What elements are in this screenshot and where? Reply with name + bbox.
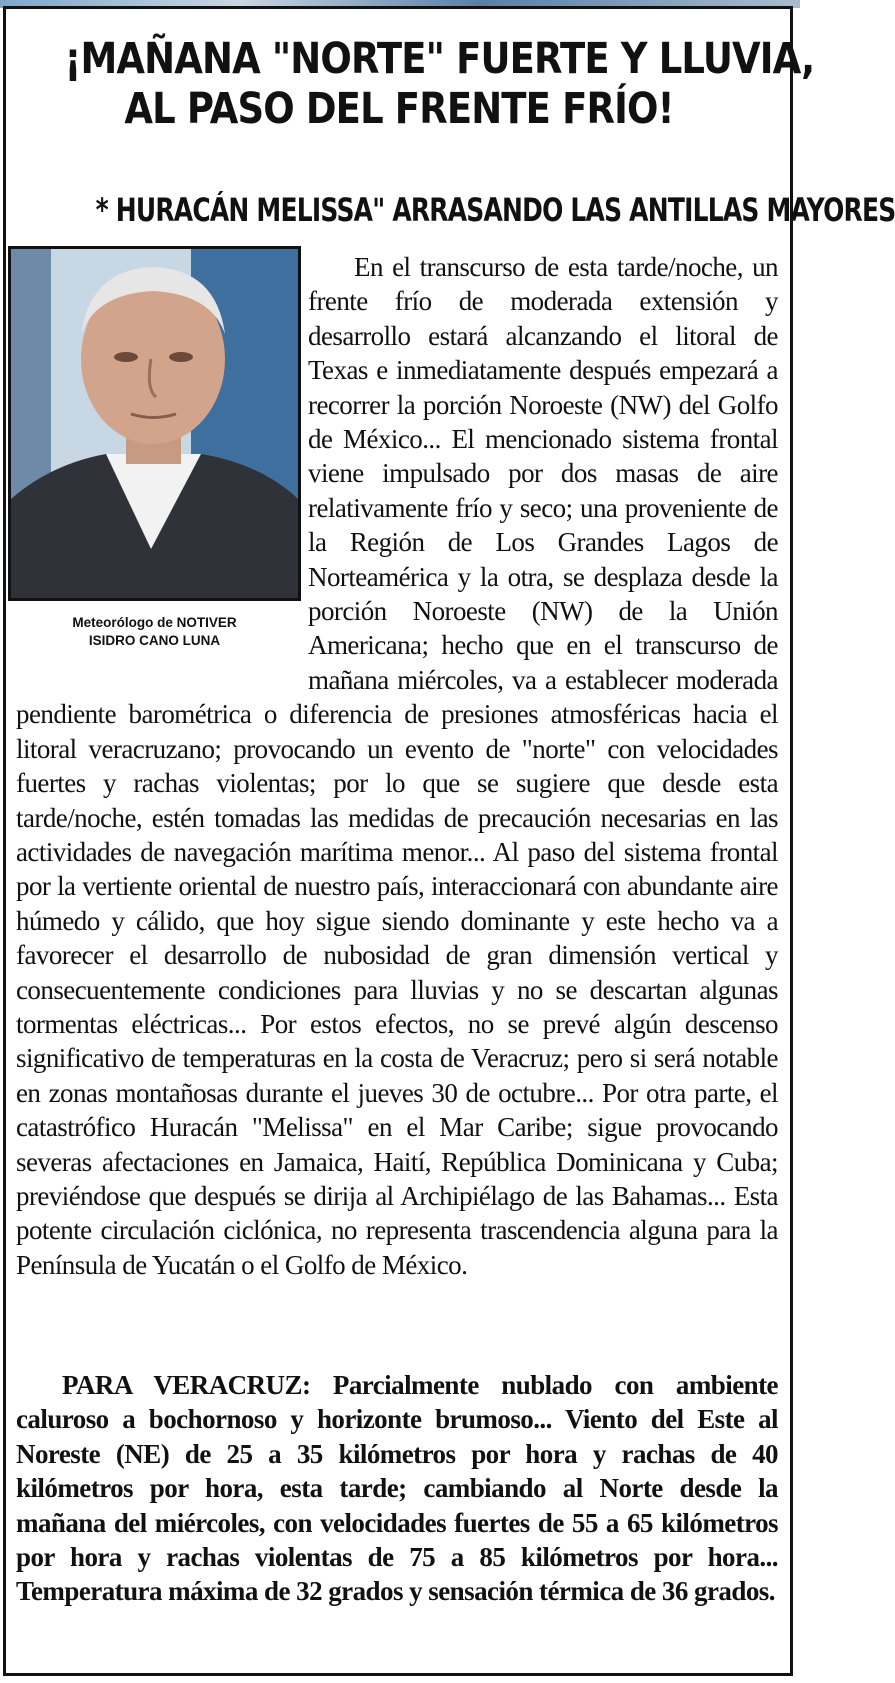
portrait-illustration [11, 249, 298, 598]
headline-line-1: ¡MAÑANA "NORTE" FUERTE Y LLUVIA, [64, 34, 815, 84]
photo-caption [8, 614, 301, 650]
forecast-text: PARA VERACRUZ: Parcialmente nublado con ambiente caluroso a bochornoso y horizonte brumoso... Viento del Este al Noreste (NE) de 25 a 35 kilómetros por hora y rachas de 40 kilómetros por hora, esta tarde; cambiando al Norte desde la mañana del miércoles, con velocidades fuertes de 55 a 65 kilómetros por hora y rachas violentas de 75 a 85 kilómetros por hora... Temperatura máxima de 32 grados y sensación térmica de 36 grados. [16, 1370, 778, 1607]
article-body-text: En el transcurso de esta tarde/noche, un frente frío de moderada extensión y desarrollo estará alcanzando el litoral de Texas e inmediatamente después empezará a recorrer la porción Noroeste (NW) del Golfo de México... El mencionado sistema frontal viene impulsado por dos masas de aire relativamente frío y seco; una proveniente de la Región de Los Grandes Lagos de Norteamérica y la otra, se desplaza desde la porción Noroeste (NW) de la Unión Americana; hecho que en el transcurso de mañana miércoles, va a establecer moderada pendiente barométrica o diferencia de presiones atmosféricas hacia el litoral veracruzano; provocando un evento de "norte" con velocidades fuertes y rachas violentas; por lo que se sugiere que desde esta tarde/noche, estén tomadas las medidas de precaución necesarias en las actividades de navegación marítima menor... Al paso del sistema frontal por la vertiente oriental de nuestro país, interaccionará con abundante aire húmedo y cálido, que hoy sigue siendo dominante y este hecho va a favorecer el desarrollo de nubosidad de gran dimensión vertical y consecuentemente condiciones para lluvias y no se descartan algunas tormentas eléctricas... Por estos efectos, no se prevé algún descenso significativo de temperaturas en la costa de Veracruz; pero si será notable en zonas montañosas durante el jueves 30 de octubre... Por otra parte, el catastrófico Huracán "Melissa" en el Mar Caribe; sigue provocando severas afectaciones en Jamaica, Haití, República Dominicana y Cuba; previéndose que después se dirija al Archipiélago de las Bahamas... Esta potente circulación ciclónica, no representa trascendencia alguna para la Península de Yucatán o el Golfo de México. [16, 252, 778, 1280]
portrait-photo [8, 246, 301, 601]
forecast-paragraph [16, 1368, 778, 1609]
photo-caption-line-2: ISIDRO CANO LUNA [88, 633, 221, 648]
headline-line-2: AL PASO DEL FRENTE FRÍO! [124, 84, 674, 134]
photo-caption-line-1: Meteorólogo de NOTIVER [72, 615, 237, 630]
subheadline: * HURACÁN MELISSA" ARRASANDO LAS ANTILLAS MAYORES [95, 191, 895, 229]
headline [64, 34, 815, 134]
